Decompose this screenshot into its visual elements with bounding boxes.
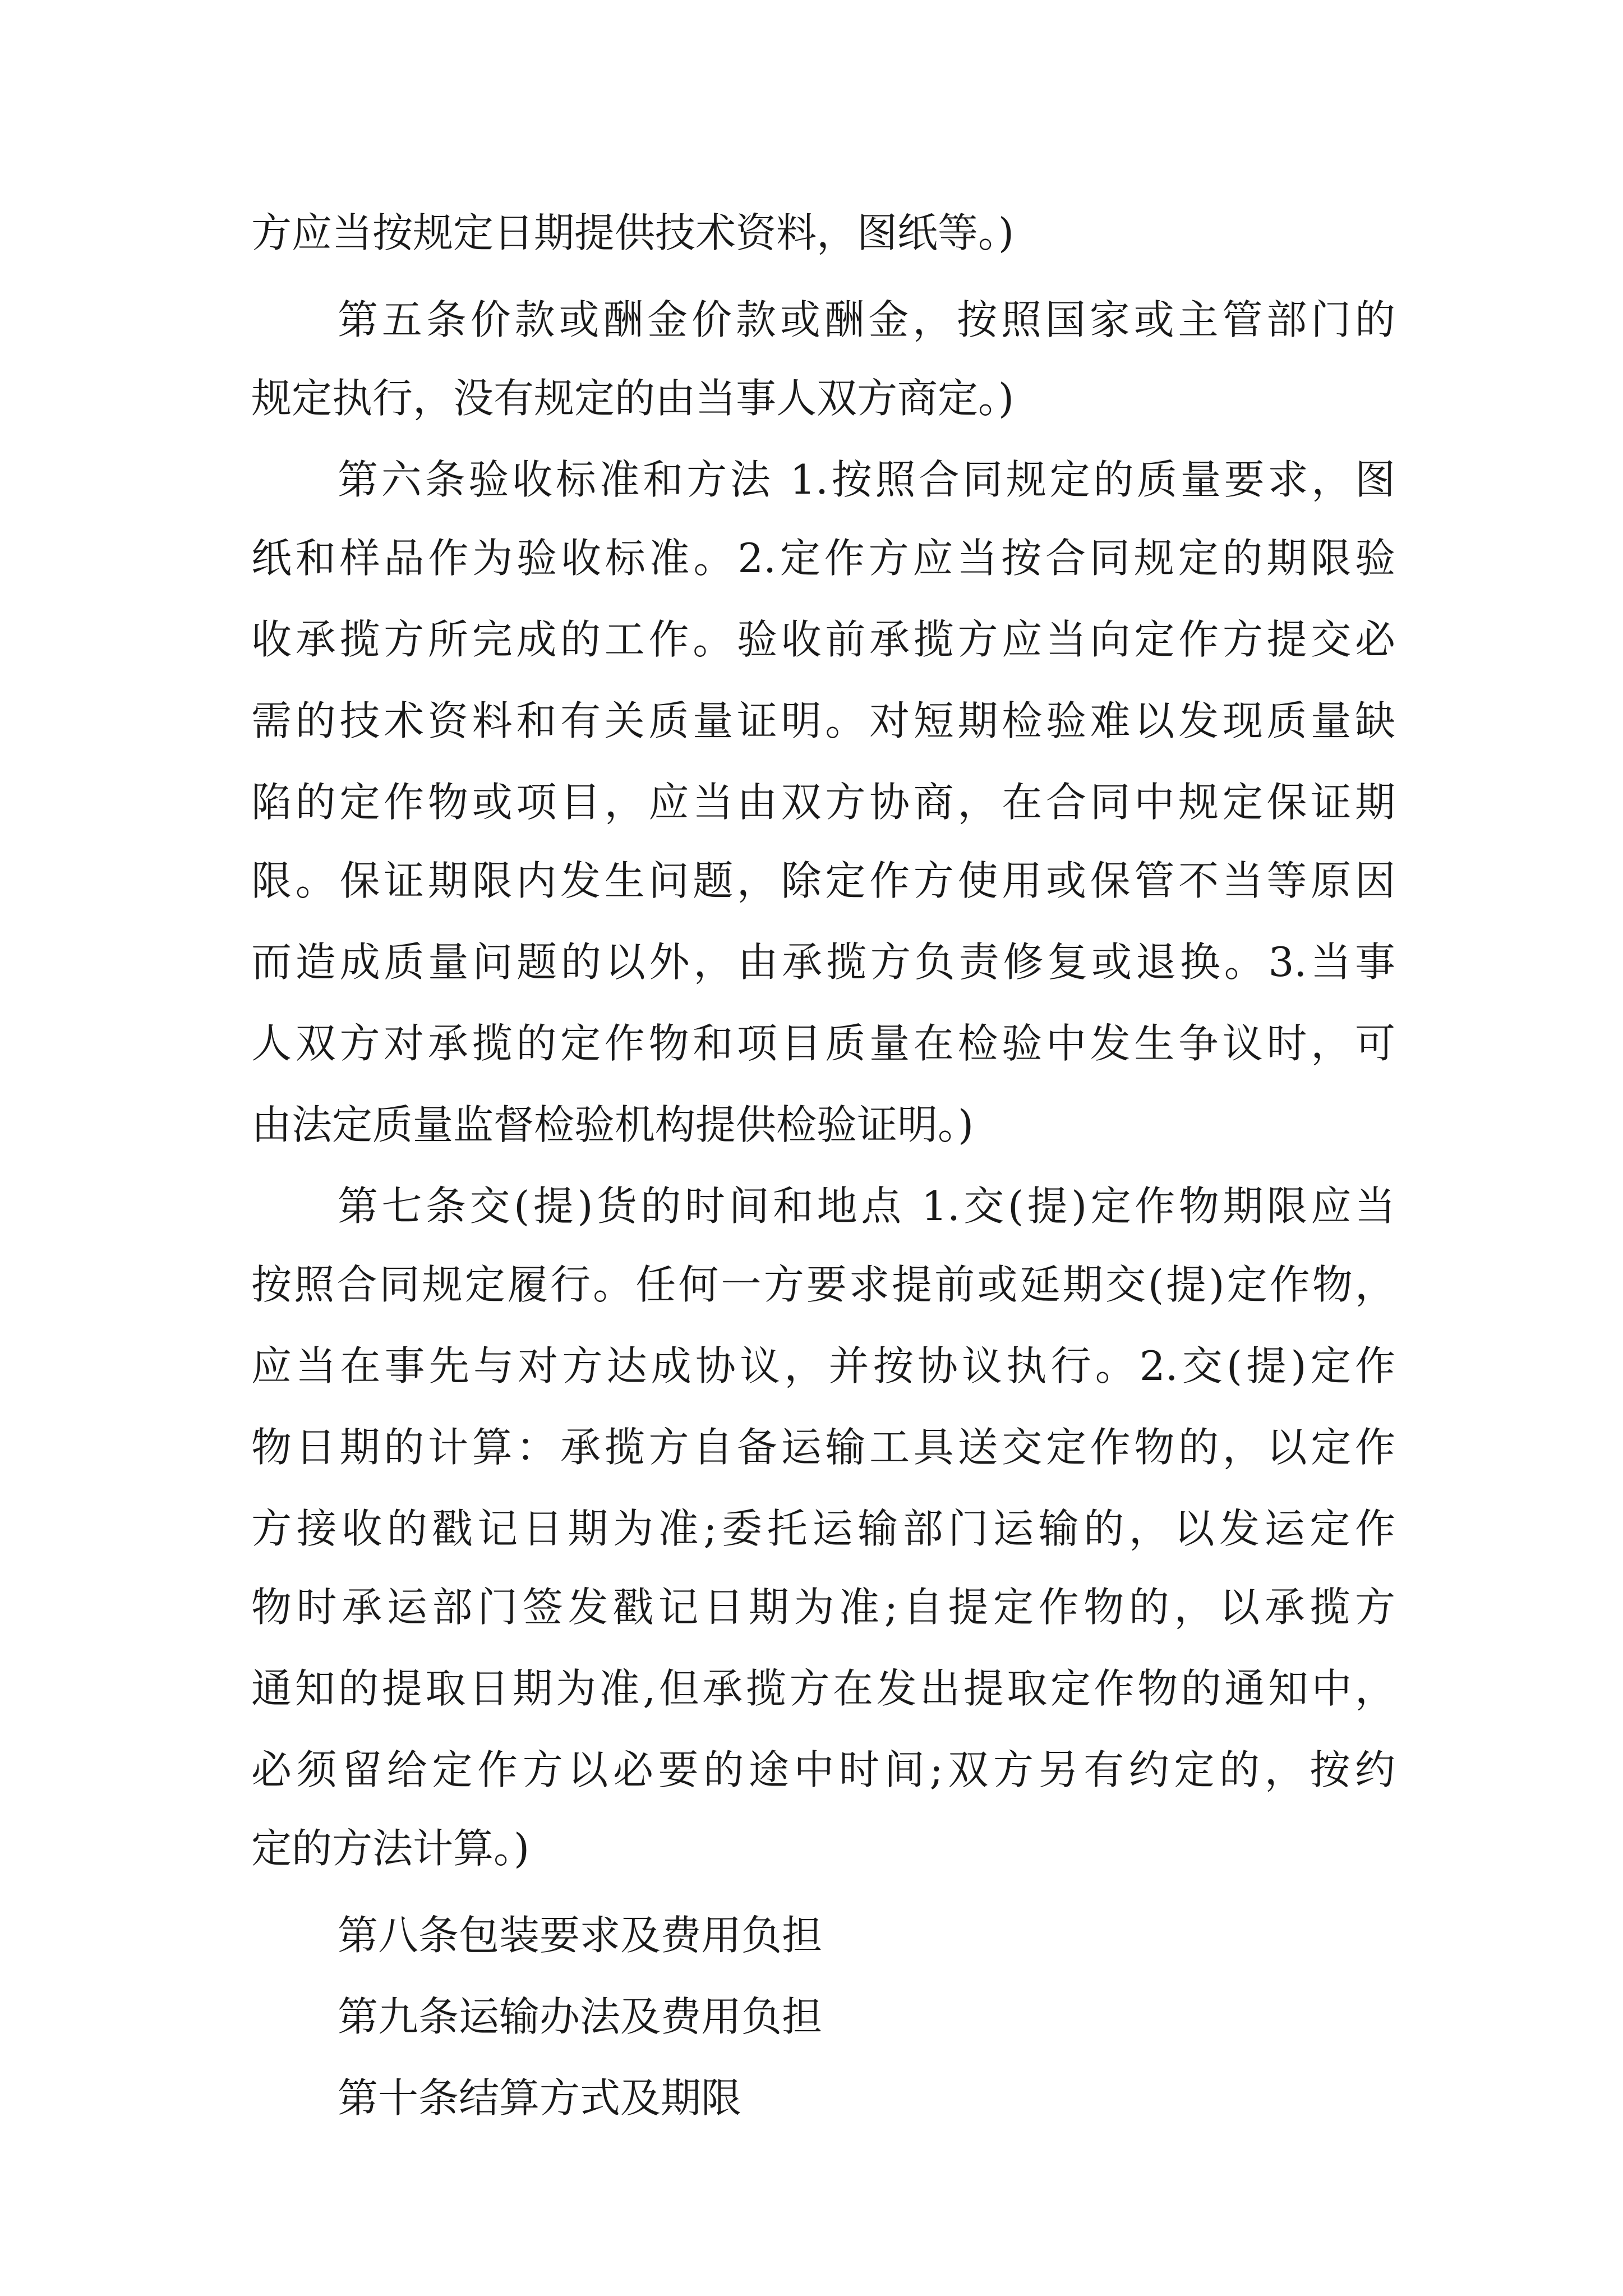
text-line: 而造成质量问题的以外，由承揽方负责修复或退换。3.当事	[251, 938, 1395, 986]
text-line: 规定执行，没有规定的由当事人双方商定。)	[251, 375, 1015, 422]
article-7-heading-line: 第七条交(提)货的时间和地点 1.交(提)定作物期限应当	[338, 1182, 1395, 1230]
text-line: 限。保证期限内发生问题，除定作方使用或保管不当等原因	[251, 857, 1395, 904]
text-line: 需的技术资料和有关质量证明。对短期检验难以发现质量缺	[251, 697, 1395, 744]
text-line: 按照合同规定履行。任何一方要求提前或延期交(提)定作物，	[251, 1261, 1395, 1308]
text-line: 通知的提取日期为准,但承揽方在发出提取定作物的通知中，	[251, 1665, 1395, 1712]
text-line: 定的方法计算。)	[251, 1825, 530, 1872]
article-9-heading: 第九条运输办法及费用负担	[338, 1993, 823, 2040]
text-line: 收承揽方所完成的工作。验收前承揽方应当向定作方提交必	[251, 616, 1395, 663]
text-line: 方应当按规定日期提供技术资料，图纸等。)	[251, 209, 1015, 256]
text-line: 由法定质量监督检验机构提供检验证明。)	[251, 1101, 974, 1148]
text-line: 必须留给定作方以必要的途中时间;双方另有约定的，按约	[251, 1746, 1395, 1793]
text-line: 应当在事先与对方达成协议，并按协议执行。2.交(提)定作	[251, 1342, 1395, 1389]
text-line: 方接收的戳记日期为准;委托运输部门运输的，以发运定作	[251, 1505, 1395, 1552]
article-10-heading: 第十条结算方式及期限	[338, 2074, 742, 2122]
text-line: 物时承运部门签发戳记日期为准;自提定作物的，以承揽方	[251, 1584, 1395, 1631]
article-8-heading: 第八条包装要求及费用负担	[338, 1912, 823, 1959]
text-line: 人双方对承揽的定作物和项目质量在检验中发生争议时，可	[251, 1020, 1395, 1067]
text-line: 物日期的计算：承揽方自备运输工具送交定作物的，以定作	[251, 1424, 1395, 1471]
article-6-heading-line: 第六条验收标准和方法 1.按照合同规定的质量要求，图	[338, 456, 1395, 503]
text-line: 陷的定作物或项目，应当由双方协商，在合同中规定保证期	[251, 779, 1395, 826]
article-5-heading-line: 第五条价款或酬金价款或酬金，按照国家或主管部门的	[338, 296, 1395, 343]
text-line: 纸和样品作为验收标准。2.定作方应当按合同规定的期限验	[251, 535, 1395, 582]
